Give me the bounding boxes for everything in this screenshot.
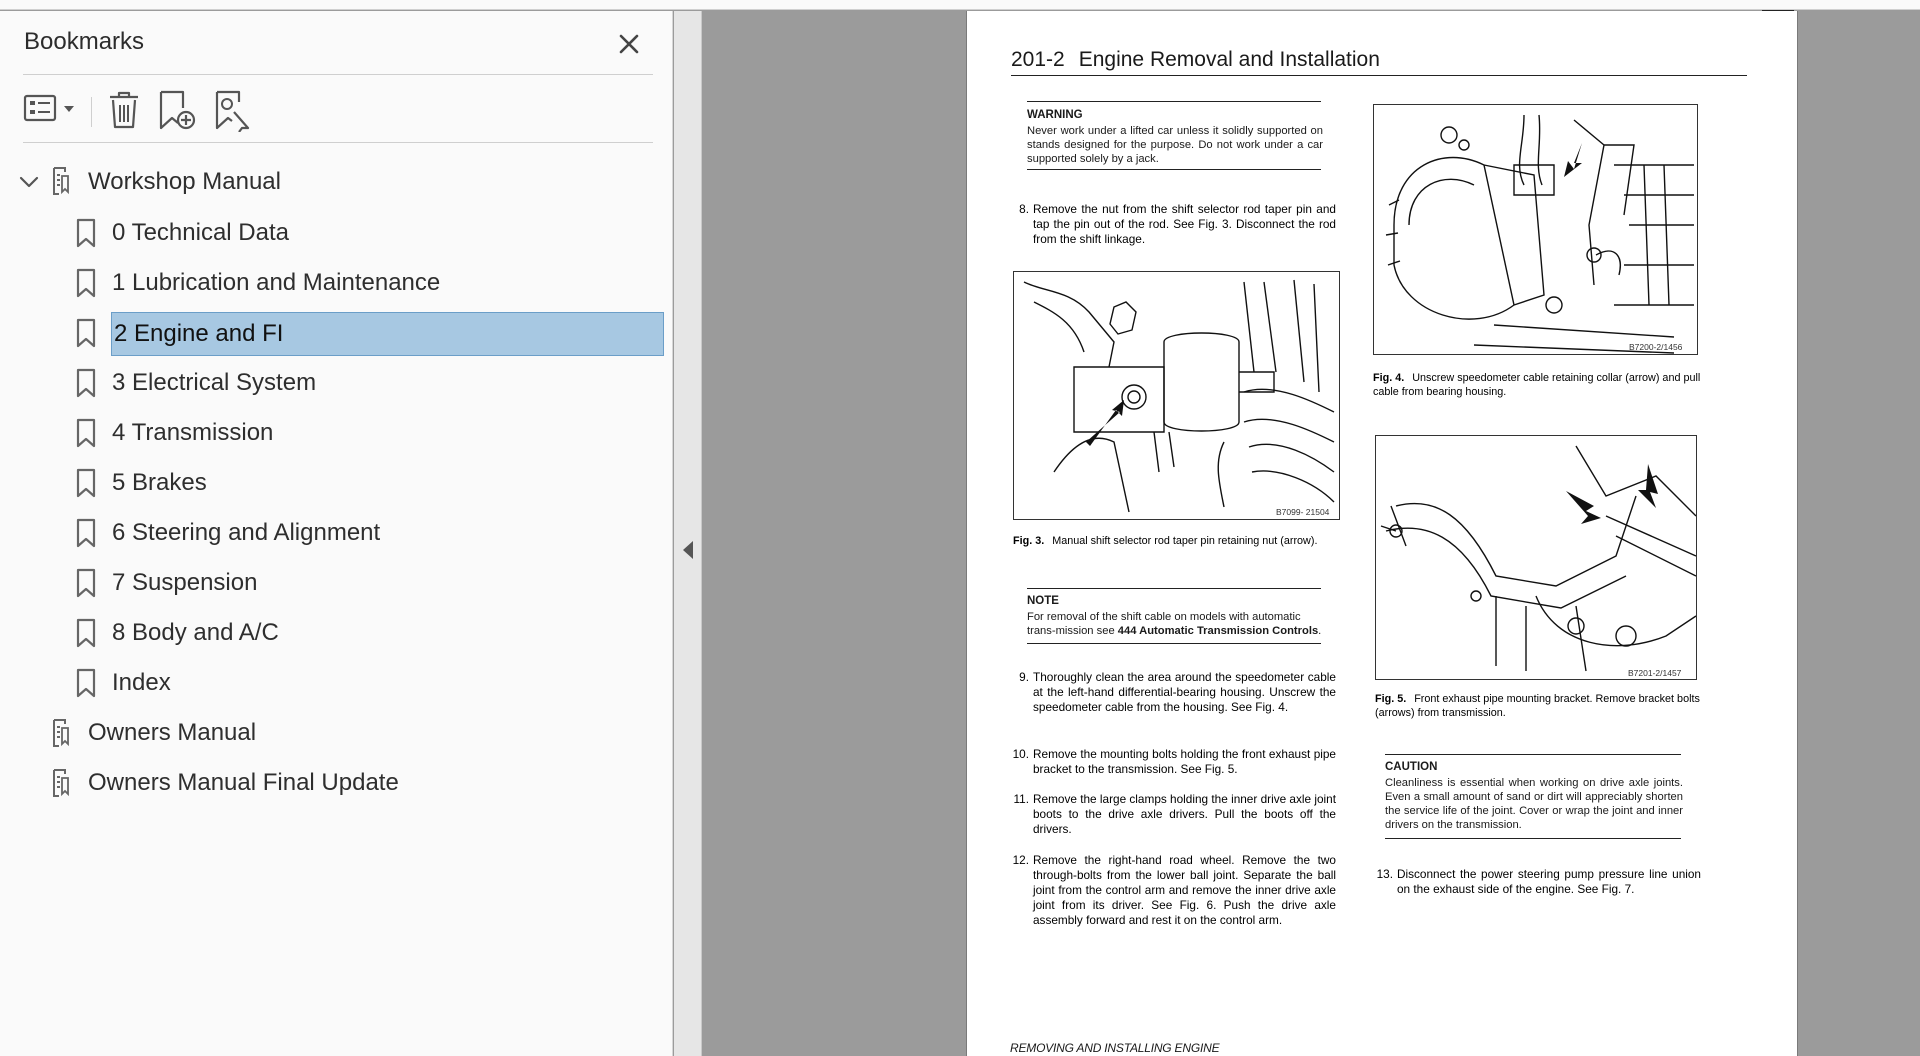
caution-title: CAUTION [1385,761,1438,773]
divider [23,74,653,75]
close-icon[interactable] [612,27,646,61]
note-rule [1027,588,1321,589]
bookmark-owners-manual[interactable] [86,711,256,755]
step-text: Disconnect the power steering pump pressure line union on the exhaust side of the engine. See Fig. 7. [1397,867,1701,896]
bookmark-index[interactable] [110,661,171,705]
note-text [1027,610,1323,638]
bookmark-label: 4 Transmission [112,419,274,446]
warning-rule [1027,169,1321,170]
fig-caption-text: Front exhaust pipe mounting bracket. Remove bracket bolts (arrows) from transmission. [1375,693,1700,719]
step-13 [1373,867,1701,897]
bookmark-icon [75,318,97,348]
shift-linkage-drawing [1014,272,1340,520]
bookmark-steering-alignment[interactable] [110,511,380,555]
step-number: 11. [1013,792,1029,806]
figure-4-caption [1373,372,1703,399]
note-title: NOTE [1027,595,1059,607]
note-reference: 444 Automatic Transmission Controls [1117,625,1319,637]
bookmarks-panel [0,11,673,1056]
bookmark-label: 6 Steering and Alignment [112,519,381,546]
fig-code: B7201-2/1457 [1628,668,1682,678]
fig-label: Fig. 4. [1373,372,1405,384]
figure-5-image [1375,435,1697,680]
bookmark-label: 5 Brakes [112,469,207,496]
step-12 [1009,853,1336,928]
bookmark-icon [75,668,97,698]
bookmark-workshop-manual[interactable] [86,160,281,204]
step-11 [1009,792,1336,837]
document-bookmark-icon [51,718,73,748]
step-text: Remove the mounting bolts holding the front exhaust pipe bracket to the transmission. See Fig. 5. [1033,747,1336,776]
exhaust-bracket-drawing [1376,436,1697,680]
fig-caption-text: Manual shift selector rod taper pin retaining nut (arrow). [1052,535,1318,547]
trash-icon[interactable] [104,88,144,132]
add-bookmark-icon[interactable] [156,88,198,132]
bookmark-icon [75,518,97,548]
step-number: 12. [1012,853,1029,867]
bookmark-engine-fi[interactable] [111,312,664,356]
bookmark-body-ac[interactable] [110,611,279,655]
bookmark-icon [75,218,97,248]
step-text: Remove the right-hand road wheel. Remove the two through-bolts from the lower ball joint. Separate the ball joint from the control arm and remove the inner drive axle joint from its driver. See Fig. 6. Push the drive axle assembly forward and rest it on the control arm. [1033,853,1336,927]
page-footer: REMOVING AND INSTALLING ENGINE [1010,1041,1220,1055]
warning-text: Never work under a lifted car unless it solidly supported on stands designed for the purpose. Do not work under a car supported solely by a jack. [1027,125,1323,165]
step-number: 8. [1019,202,1029,216]
step-text: Thoroughly clean the area around the speedometer cable at the left-hand differential-bearing housing. Unscrew the speedometer cable from the housing. See Fig. 4. [1033,670,1336,714]
find-bookmark-icon[interactable] [212,88,254,132]
fig-code: B7099- 21504 [1276,507,1330,517]
caution-rule [1385,838,1681,839]
step-9 [1009,670,1336,715]
pdf-page [966,11,1798,1056]
figure-3-caption [1013,535,1343,549]
list-options-icon[interactable] [22,88,80,132]
note-text-part: For removal of the shift cable on models with automatic trans-mission see [1027,611,1301,637]
bookmark-icon [75,368,97,398]
fig-code: B7200-2/1456 [1629,342,1683,352]
panel-title: Bookmarks [24,28,145,55]
bookmark-label: 3 Electrical System [112,369,317,396]
header-rule [1011,75,1747,76]
step-number: 10. [1012,747,1029,761]
speedometer-cable-drawing [1374,105,1698,355]
bookmark-label: 8 Body and A/C [112,619,279,646]
header-title: Engine Removal and Installation [1078,48,1380,71]
step-number: 9. [1019,670,1029,684]
warning-title: WARNING [1027,109,1083,121]
figure-4-image [1373,104,1698,355]
caution-box [1385,760,1683,832]
chevron-down-icon[interactable] [18,171,40,193]
figure-3-image [1013,271,1340,520]
bookmark-label: 1 Lubrication and Maintenance [112,269,441,296]
bookmark-owners-manual-final-update[interactable] [86,761,399,805]
bookmark-label: Index [112,669,171,696]
page-header [1011,48,1380,72]
document-bookmark-icon [51,166,73,196]
bookmark-label: Owners Manual [88,719,257,746]
caution-text: Cleanliness is essential when working on drive axle joints. Even a small amount of sand or dirt will appreciably shorten the service life of the joint. Cover or wrap the joint and inner drivers on the transmission. [1385,777,1683,831]
bookmark-lubrication[interactable] [110,261,440,305]
bookmark-label: Workshop Manual [88,168,281,195]
panel-splitter[interactable] [674,11,702,1056]
bookmark-label: Owners Manual Final Update [88,769,399,796]
bookmark-icon [75,268,97,298]
warning-rule [1027,101,1321,102]
top-toolbar-strip [0,0,1920,10]
figure-5-caption [1375,693,1705,720]
fig-caption-text: Unscrew speedometer cable retaining collar (arrow) and pull cable from bearing housing. [1373,372,1701,398]
step-8 [1009,202,1336,247]
bookmark-icon [75,468,97,498]
bookmark-label: 2 Engine and FI [114,320,284,347]
bookmark-icon [75,618,97,648]
document-bookmark-icon [51,768,73,798]
bookmark-label: 7 Suspension [112,569,258,596]
step-text: Remove the large clamps holding the inner drive axle joint boots to the drive axle drivers. Pull the boots off the drivers. [1033,792,1336,836]
collapse-panel-icon[interactable] [682,540,694,560]
divider [23,142,653,143]
bookmark-icon [75,418,97,448]
note-box [1027,594,1323,638]
note-rule [1027,643,1321,644]
bookmark-label: 0 Technical Data [112,219,289,246]
bookmark-electrical-system[interactable] [110,361,316,405]
bookmark-icon [75,568,97,598]
bookmark-brakes[interactable] [110,461,207,505]
bookmark-technical-data[interactable] [110,211,289,255]
step-number: 13. [1376,867,1393,881]
fig-label: Fig. 3. [1013,535,1045,547]
toolbar-separator [91,97,92,127]
caution-rule [1385,754,1681,755]
step-10 [1009,747,1336,777]
page-number: 201-2 [1011,48,1065,71]
warning-box [1027,108,1323,166]
bookmark-suspension[interactable] [110,561,257,605]
bookmark-transmission[interactable] [110,411,273,455]
note-text-part: . [1318,625,1322,637]
fig-label: Fig. 5. [1375,693,1407,705]
step-text: Remove the nut from the shift selector rod taper pin and tap the pin out of the rod. See Fig. 3. Disconnect the rod from the shift linkage. [1033,202,1336,246]
